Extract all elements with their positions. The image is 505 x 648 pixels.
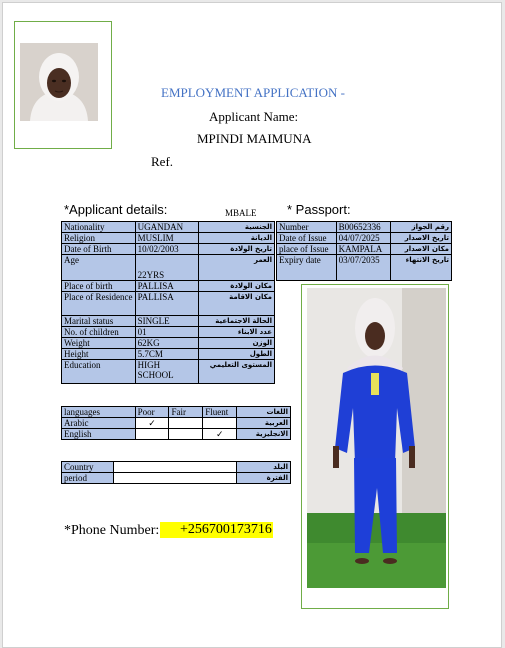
table-row <box>62 429 291 440</box>
detail-arabic: تاريخ الولادة <box>199 244 275 255</box>
language-label: English <box>62 429 136 440</box>
table-row <box>62 255 275 281</box>
detail-value: 62KG <box>135 338 199 349</box>
detail-label: Place of Residence <box>62 292 136 316</box>
detail-arabic: العمر <box>199 255 275 281</box>
country-value <box>113 462 236 473</box>
table-row <box>277 233 452 244</box>
detail-label: Marital status <box>62 316 136 327</box>
detail-value: 10/02/2003 <box>135 244 199 255</box>
detail-arabic: الوزن <box>199 338 275 349</box>
passport-arabic: رقم الجواز <box>390 222 452 233</box>
fluent-header: Fluent <box>203 407 237 418</box>
detail-label: No. of children <box>62 327 136 338</box>
check-cell <box>135 429 169 440</box>
document-page <box>2 2 502 648</box>
table-row <box>62 473 291 484</box>
detail-label: Weight <box>62 338 136 349</box>
check-cell <box>169 429 203 440</box>
detail-arabic: مكان الاقامة <box>199 292 275 316</box>
detail-value: PALLISA <box>135 281 199 292</box>
country-arabic: البلد <box>237 462 291 473</box>
languages-header-arabic: اللغات <box>237 407 291 418</box>
detail-label: Education <box>62 360 136 384</box>
table-row <box>62 316 275 327</box>
detail-value: 22YRS <box>135 255 199 281</box>
passport-arabic: تاريخ الانتهاء <box>390 255 452 281</box>
languages-header: languages <box>62 407 136 418</box>
table-row <box>277 255 452 281</box>
table-row <box>62 360 275 384</box>
detail-label: Height <box>62 349 136 360</box>
passport-table <box>276 221 452 281</box>
country-label: Country <box>62 462 114 473</box>
phone-number-label: *Phone Number: <box>64 523 160 538</box>
detail-label: Nationality <box>62 222 136 233</box>
city-label: MBALE <box>225 208 257 218</box>
detail-value: SINGLE <box>135 316 199 327</box>
detail-value: UGANDAN <box>135 222 199 233</box>
passport-label: Number <box>277 222 337 233</box>
period-value <box>113 473 236 484</box>
detail-label: Date of Birth <box>62 244 136 255</box>
applicant-details-heading: *Applicant details: <box>64 202 168 217</box>
detail-arabic: الطول <box>199 349 275 360</box>
experience-table <box>61 461 291 484</box>
table-row <box>277 244 452 255</box>
check-mark: ✓ <box>203 429 237 440</box>
passport-arabic: مكان الاصدار <box>390 244 452 255</box>
detail-value: PALLISA <box>135 292 199 316</box>
languages-table <box>61 406 291 440</box>
table-row <box>62 418 291 429</box>
detail-arabic: عدد الابناء <box>199 327 275 338</box>
passport-label: Expiry date <box>277 255 337 281</box>
table-row <box>62 338 275 349</box>
phone-number-value: +256700173716 <box>160 522 273 538</box>
detail-value: MUSLIM <box>135 233 199 244</box>
detail-label: Religion <box>62 233 136 244</box>
table-row <box>62 407 291 418</box>
table-row <box>62 281 275 292</box>
detail-label: Age <box>62 255 136 281</box>
passport-heading: * Passport: <box>287 202 351 217</box>
table-row <box>62 462 291 473</box>
full-body-photo <box>307 288 446 588</box>
detail-arabic: الجنسية <box>199 222 275 233</box>
passport-value: 04/07/2025 <box>336 233 390 244</box>
period-arabic: الفترة <box>237 473 291 484</box>
detail-label: Place of birth <box>62 281 136 292</box>
document-title: EMPLOYMENT APPLICATION - <box>161 85 345 100</box>
passport-label: place of Issue <box>277 244 337 255</box>
table-row <box>62 327 275 338</box>
check-cell <box>169 418 203 429</box>
check-mark: ✓ <box>135 418 169 429</box>
detail-value: HIGH SCHOOL <box>135 360 199 384</box>
detail-value: 01 <box>135 327 199 338</box>
check-cell <box>203 418 237 429</box>
portrait-photo <box>20 43 98 121</box>
table-row <box>62 233 275 244</box>
detail-value: 5.7CM <box>135 349 199 360</box>
passport-label: Date of Issue <box>277 233 337 244</box>
table-row <box>277 222 452 233</box>
table-row <box>62 244 275 255</box>
table-row <box>62 349 275 360</box>
applicant-details-table <box>61 221 275 384</box>
passport-value: KAMPALA <box>336 244 390 255</box>
period-label: period <box>62 473 114 484</box>
detail-arabic: مكان الولادة <box>199 281 275 292</box>
language-label: Arabic <box>62 418 136 429</box>
language-arabic: الانجليزية <box>237 429 291 440</box>
table-row <box>62 292 275 316</box>
table-row <box>62 222 275 233</box>
passport-value: B00652336 <box>336 222 390 233</box>
passport-value: 03/07/2035 <box>336 255 390 281</box>
language-arabic: العربية <box>237 418 291 429</box>
fair-header: Fair <box>169 407 203 418</box>
poor-header: Poor <box>135 407 169 418</box>
detail-arabic: الديانة <box>199 233 275 244</box>
passport-arabic: تاريخ الاصدار <box>390 233 452 244</box>
applicant-name-label: Applicant Name: <box>209 109 299 124</box>
ref-label: Ref. <box>151 154 174 169</box>
detail-arabic: المستوى التعليمي <box>199 360 275 384</box>
applicant-name-value: MPINDI MAIMUNA <box>197 131 312 146</box>
detail-arabic: الحالة الاجتماعية <box>199 316 275 327</box>
